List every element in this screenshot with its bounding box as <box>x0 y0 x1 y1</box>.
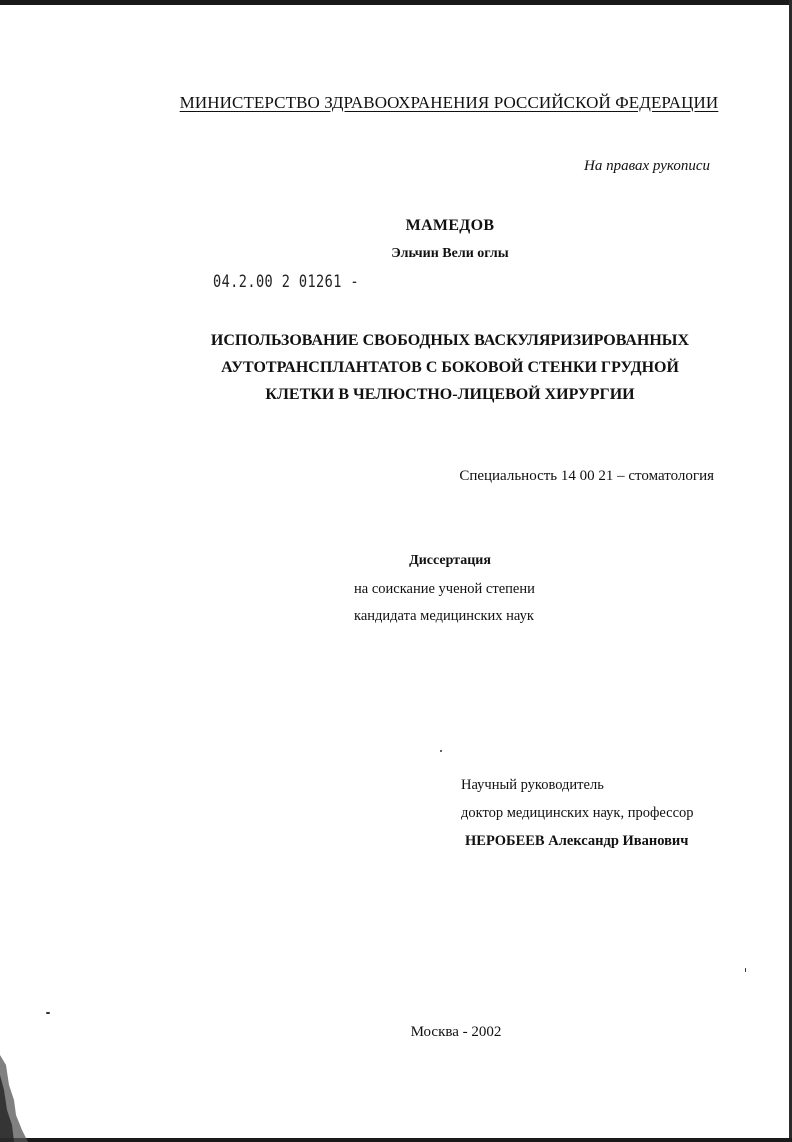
title-line: АУТОТРАНСПЛАНТАТОВ С БОКОВОЙ СТЕНКИ ГРУДНОЙ <box>221 359 679 376</box>
title-line: ИСПОЛЬЗОВАНИЕ СВОБОДНЫХ ВАСКУЛЯРИЗИРОВАННЫХ <box>210 332 690 349</box>
supervisor-label: Научный руководитель <box>461 777 604 793</box>
city-year: Москва - 2002 <box>410 1024 502 1040</box>
dissertation-heading: Диссертация <box>409 553 491 568</box>
dissertation-title <box>0 327 792 408</box>
ministry-heading: МИНИСТЕРСТВО ЗДРАВООХРАНЕНИЯ РОССИЙСКОЙ ФЕДЕРАЦИИ <box>179 93 719 112</box>
supervisor-name: НЕРОБЕЕВ Александр Иванович <box>465 833 689 849</box>
rights-note: На правах рукописи <box>584 158 710 174</box>
degree-purpose-line: на соискание ученой степени <box>354 581 535 597</box>
scan-border-bottom <box>0 1138 792 1142</box>
scan-speck <box>745 968 746 972</box>
scan-speck <box>440 750 442 752</box>
registration-number-stamp: 04.2.00 2 01261 - <box>213 272 359 292</box>
scan-speck <box>46 1012 50 1014</box>
title-line: КЛЕТКИ В ЧЕЛЮСТНО-ЛИЦЕВОЙ ХИРУРГИИ <box>265 386 635 403</box>
author-given-names: Эльчин Вели оглы <box>391 246 509 261</box>
author-surname: МАМЕДОВ <box>405 217 495 234</box>
degree-name-line: кандидата медицинских наук <box>354 608 534 624</box>
scan-edge-artifact <box>0 1055 28 1142</box>
supervisor-degree: доктор медицинских наук, профессор <box>461 805 694 821</box>
speciality-line: Специальность 14 00 21 – стоматология <box>459 468 714 484</box>
scan-border-top <box>0 0 792 5</box>
